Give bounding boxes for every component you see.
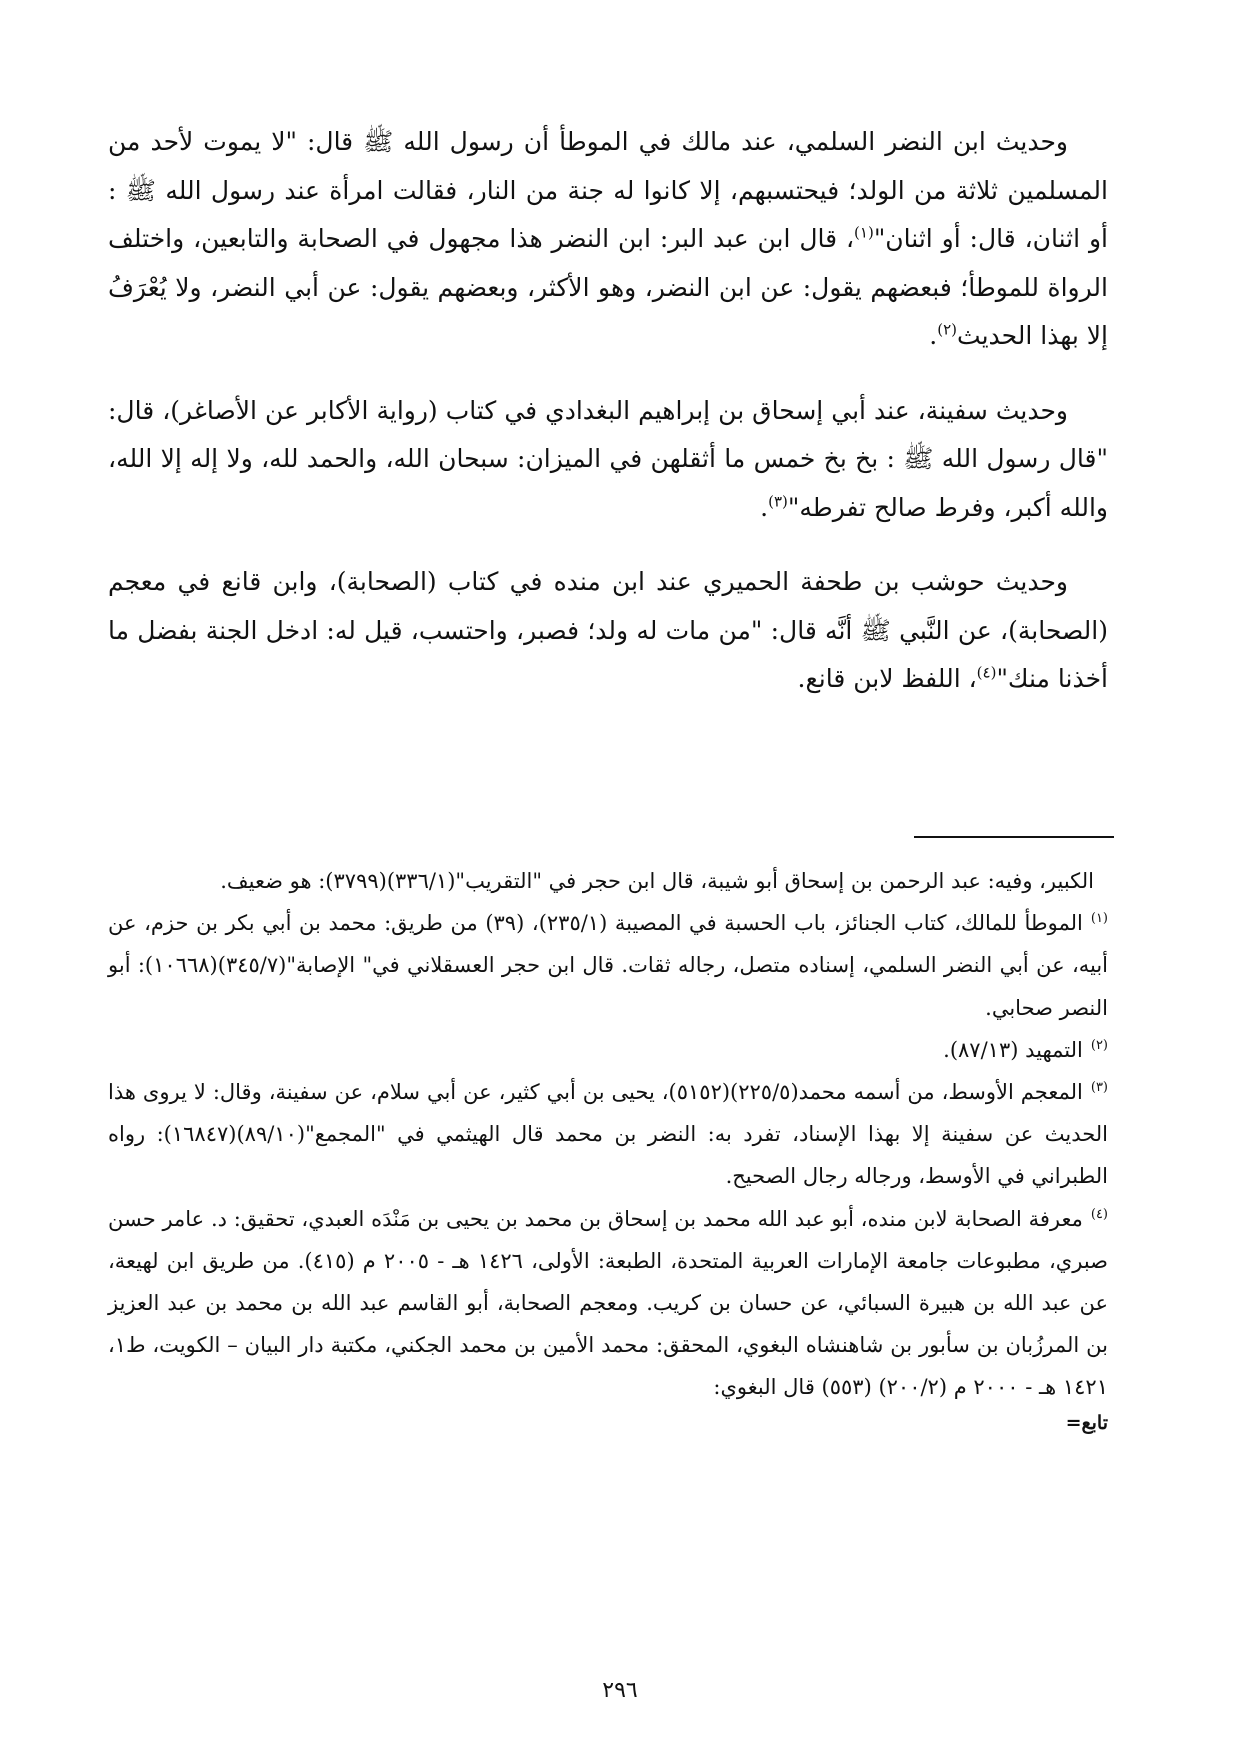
footnote-ref-3[interactable]: (٣) xyxy=(768,492,788,511)
paragraph-hadith-safina xyxy=(108,387,1108,533)
paragraph-hadith-ibn-nadr xyxy=(108,118,1108,361)
paragraph-text: ، اللفظ لابن قانع. xyxy=(797,664,977,693)
footnote-number: (٣) xyxy=(1090,1080,1108,1096)
paragraph-text: . xyxy=(929,321,938,350)
paragraph-text: ، قال ابن عبد البر: ابن النضر هذا مجهول في الصحابة والتابعين، واختلف الرواة للموطأ؛ فبعضهم يقول: عن ابن النضر، وهو الأكثر، وبعضهم يقول: عن أبي النضر، ولا يُعْرَفُ إلا بهذا الحديث xyxy=(108,224,1108,350)
footnote-text: المعجم الأوسط، من أسمه محمد(٢٢٥/٥)(٥١٥٢)، يحيى بن أبي كثير، عن أبي سلام، عن سفينة، وقال: لا يروى هذا الحديث عن سفينة إلا بهذا الإسناد، تفرد به: النضر بن محمد قال الهيثمي في "المجمع"(٨٩/١٠)(١٦٨٤٧): رواه الطبراني في الأوسط، ورجاله رجال الصحيح. xyxy=(108,1080,1109,1189)
paragraph-text: . xyxy=(760,492,769,522)
footnote-number: (٤) xyxy=(1090,1206,1108,1222)
footnote-text: الموطأ للمالك، كتاب الجنائز، باب الحسبة في المصيبة (٢٣٥/١)، (٣٩) من طريق: محمد بن أبي بكر بن حزم، عن أبيه، عن أبي النضر السلمي، إسناده متصل، رجاله ثقات. قال ابن حجر العسقلاني في" الإصابة"(٣٤٥/٧)(١٠٦٦٨): أبو النصر صحابي. xyxy=(108,911,1108,1020)
footnote-ref-1[interactable]: (١) xyxy=(854,223,874,242)
page-number: ٢٩٦ xyxy=(602,1678,638,1703)
footnote-ref-2[interactable]: (٢) xyxy=(937,320,958,339)
footnote-text: معرفة الصحابة لابن منده، أبو عبد الله محمد بن إسحاق بن محمد بن يحيى بن مَنْدَه العبدي، تحقيق: د. عامر حسن صبري، مطبوعات جامعة الإمارات العربية المتحدة، الطبعة: الأولى، ١٤٢٦ هـ - ٢٠٠٥ م (٤١٥). من طريق ابن لهيعة، عن عبد الله بن هبيرة السبائي، عن حسان بن كريب. ومعجم الصحابة، أبو القاسم عبد الله بن محمد بن عبد العزيز بن المرزُبان بن سأبور بن شاهنشاه البغوي، المحقق: محمد الأمين بن محمد الجكني، مكتبة دار البيان – الكويت، ط١، ١٤٢١ هـ - ٢٠٠٠ م (٢٠٠/٢) (٥٥٣) قال البغوي: xyxy=(108,1206,1108,1400)
paragraph-text: وحديث ابن النضر السلمي، عند مالك في الموطأ أن رسول الله ﷺ قال: "لا يموت لأحد من المسلمين ثلاثة من الولد؛ فيحتسبهم، إلا كانوا له جنة من النار، فقالت امرأة عند رسول الله ﷺ : أو اثنان، قال: أو اثنان" xyxy=(108,127,1108,253)
footnote-text: التمهيد (٨٧/١٣). xyxy=(943,1037,1083,1062)
footnote-separator xyxy=(914,836,1114,838)
footnote-number: (١) xyxy=(1090,911,1108,927)
paragraph-text: وحديث سفينة، عند أبي إسحاق بن إبراهيم البغدادي في كتاب (رواية الأكابر عن الأصاغر)، قال: "قال رسول الله ﷺ : بخ بخ خمس ما أثقلهن في الميزان: سبحان الله، والحمد لله، ولا إله إلا الله، والله أكبر، وفرط صالح تفرطه" xyxy=(108,395,1108,522)
paragraph-hadith-hawshab xyxy=(108,558,1108,704)
footnotes xyxy=(108,860,1108,1437)
footnote-ref-4[interactable]: (٤) xyxy=(976,663,997,682)
footnote-1 xyxy=(108,902,1108,1029)
main-text xyxy=(108,118,1108,730)
footnote-3 xyxy=(108,1071,1108,1198)
paragraph-text: وحديث حوشب بن طحفة الحميري عند ابن منده في كتاب (الصحابة)، وابن قانع في معجم (الصحابة)، عن النَّبي ﷺ أنَّه قال: "من مات له ولد؛ فصبر، واحتسب، قيل له: ادخل الجنة بفضل ما أخذنا منك" xyxy=(108,567,1108,693)
footnote-continued-label: تابع= xyxy=(1065,1411,1108,1434)
footnote-continuation: الكبير، وفيه: عبد الرحمن بن إسحاق أبو شيبة، قال ابن حجر في "التقريب"(٣٣٦/١)(٣٧٩٩): هو ضعيف. xyxy=(220,869,1094,893)
footnote-number: (٢) xyxy=(1090,1037,1108,1053)
footnote-2 xyxy=(108,1029,1108,1071)
footnote-4 xyxy=(108,1198,1108,1409)
